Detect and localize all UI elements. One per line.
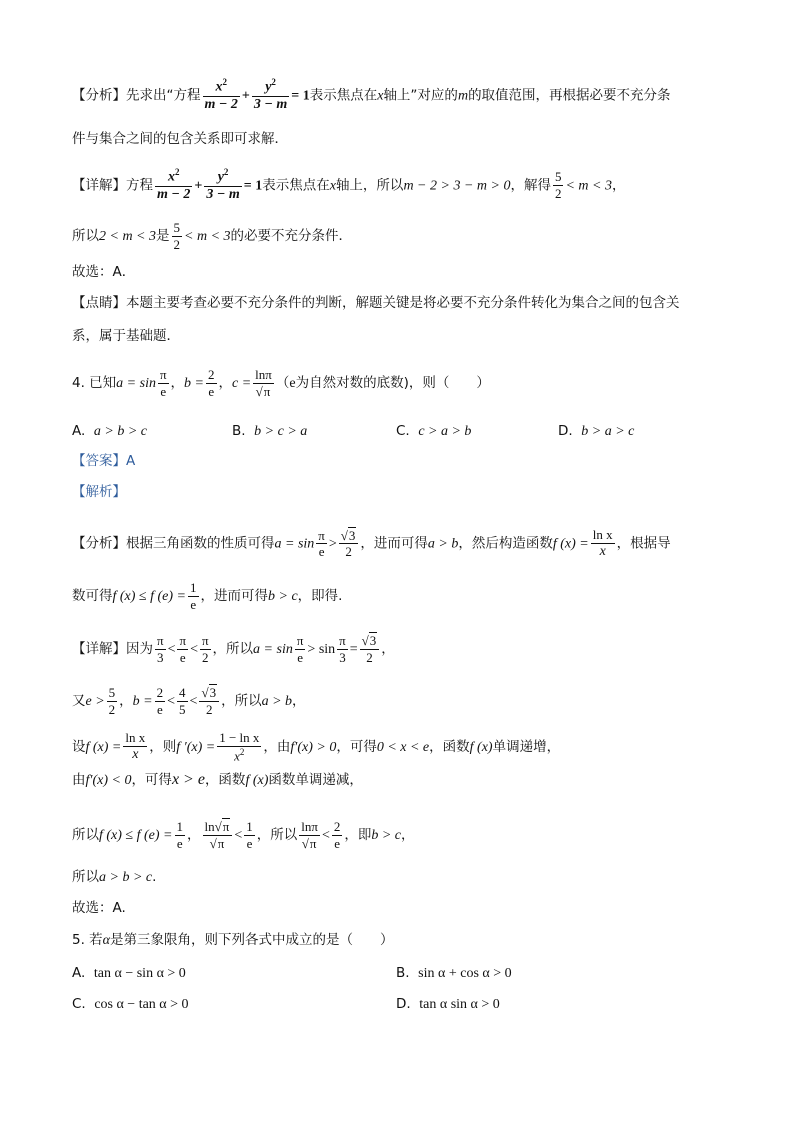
p4-jiexi: 【解析】 xyxy=(72,484,126,500)
fraction-pi-over-2: $\frac{\pi}{2}$ xyxy=(201,633,209,665)
p3-analysis-line2: 件与集合之间的包含关系即可求解． xyxy=(72,131,288,147)
p4-detail-line1: 【详解】因为 $\frac{\pi}{3}$ < $\frac{\pi}{e}$ < $\frac{\pi}{2}$ ，所以a = sin $\frac{\pi}{e}$ > sin $\frac{\pi}{3}$ = $\frac{√3}{2}$ ， xyxy=(72,633,395,665)
p4-option-b[interactable]: B. b > c > a xyxy=(232,423,308,439)
fraction-sqrt3-over-2: $\frac{√3}{2}$ xyxy=(199,686,219,716)
fraction-5-2: $\frac{5}{2}$ xyxy=(554,169,562,202)
p4-answer: 【答案】A xyxy=(72,453,136,469)
fraction-pi-over-3: $\frac{\pi}{3}$ xyxy=(339,633,346,665)
fraction-sqrt3-over-2: $\frac{√3}{2}$ xyxy=(339,529,359,559)
fraction-pi-over-e: $\frac{\pi}{e}$ xyxy=(179,633,187,665)
fraction-1-over-e: $\frac{1}{e}$ xyxy=(246,819,253,851)
fraction-lnx-over-x: $\frac{\text{ln x}}{x}$ xyxy=(125,730,146,762)
fraction-lnx-over-x: $\frac{\text{ln x}}{x}$ xyxy=(592,527,613,559)
p4-option-a[interactable]: A. a > b > c xyxy=(72,423,147,439)
p3-comment-line2: 系，属于基础题． xyxy=(72,328,180,344)
fraction-lnpi-over-sqrtpi: $\frac{\ln\pi}{√\pi}$ xyxy=(255,367,272,399)
fraction-2-over-e: $\frac{2}{e}$ xyxy=(333,819,341,851)
p4-option-c[interactable]: C. c > a > b xyxy=(396,423,472,439)
fraction-pi-over-3: $\frac{\pi}{3}$ xyxy=(157,633,164,665)
p4-choice: 故选：A. xyxy=(72,900,126,916)
fraction-5-2: $\frac{5}{2}$ xyxy=(173,220,181,252)
fraction-1-over-e: $\frac{1}{e}$ xyxy=(190,580,197,612)
p3-detail-line2: 所以2 < m < 3是 $\frac{5}{2}$ < m < 3的必要不充分条件． xyxy=(72,220,353,252)
fraction-x2-over-m-2: $\frac{x^2}{m - 2}$ xyxy=(157,167,191,203)
fraction-2-over-e: $\frac{2}{e}$ xyxy=(208,367,215,399)
p4-detail-line6: 所以a > b > c. xyxy=(72,869,157,885)
p4-detail-line2: 又e > $\frac{5}{2}$ ，b = $\frac{2}{e}$ < $\frac{4}{5}$ < $\frac{√3}{2}$ ，所以a > b， xyxy=(72,685,306,717)
fraction-y2-over-3-m: $\frac{y^2}{3 - m}$ xyxy=(206,167,240,203)
fraction-y2-over-3-m: $\frac{y^2}{3 - m}$ xyxy=(253,77,288,113)
fraction-1-minus-lnx-over-x2: $\frac{\text{1 − ln x}}{x^2}$ xyxy=(219,730,260,763)
fraction-4-over-5: $\frac{4}{5}$ xyxy=(179,685,186,717)
fraction-pi-over-e: $\frac{\pi}{e}$ xyxy=(159,367,167,399)
p5-option-d[interactable]: D. tan α sin α > 0 xyxy=(396,996,500,1012)
fraction-1-over-e: $\frac{1}{e}$ xyxy=(176,819,183,851)
fraction-x2-over-m-2: $\frac{x^2}{m - 2}$ xyxy=(204,77,238,113)
p5-stem: 5. 若α是第三象限角，则下列各式中成立的是（ ） xyxy=(72,932,394,948)
p4-detail-line5: 所以f (x) ≤ f (e) = $\frac{1}{e}$ ， $\frac{\ln√\pi}{√\pi}$ < $\frac{1}{e}$ ，所以 $\frac{\ln\pi}{√\pi}$ < $\frac{2}{e}$ ，即b > c， xyxy=(72,819,415,851)
fraction-2-over-e: $\frac{2}{e}$ xyxy=(156,685,164,717)
fraction-ln-sqrtpi-over-sqrtpi: $\frac{\ln√\pi}{√\pi}$ xyxy=(203,820,233,850)
p5-option-a[interactable]: A. tan α − sin α > 0 xyxy=(72,965,186,981)
fraction-5-over-2: $\frac{5}{2}$ xyxy=(108,685,116,717)
p3-analysis-line1: 【分析】先求出“方程 $\frac{x^2}{m - 2}$ + $\frac{y^2}{3 - m}$ = 1表示焦点在x轴上”对应的m的取值范围，再根据必要不充分条 xyxy=(72,77,671,113)
p5-option-b[interactable]: B. sin α + cos α > 0 xyxy=(396,965,512,981)
p3-choice: 故选：A． xyxy=(72,264,136,280)
fraction-lnpi-over-sqrtpi: $\frac{\ln\pi}{√\pi}$ xyxy=(301,819,318,851)
p4-option-d[interactable]: D. b > a > c xyxy=(558,423,635,439)
p4-analysis-line1: 【分析】根据三角函数的性质可得a = sin $\frac{\pi}{e}$ > $\frac{√3}{2}$ ，进而可得a > b，然后构造函数f (x) = $\frac{\text{ln x}}{x}$ ，根据导 xyxy=(72,527,671,560)
p5-option-c[interactable]: C. cos α − tan α > 0 xyxy=(72,996,189,1012)
fraction-pi-over-e: $\frac{\pi}{e}$ xyxy=(318,527,325,560)
p4-stem: 4. 已知a = sin $\frac{\pi}{e}$ ，b = $\frac{2}{e}$ ，c = $\frac{\ln\pi}{√\pi}$ （e为自然对数的底数)，则（ ） xyxy=(72,367,490,399)
fraction-pi-over-e: $\frac{\pi}{e}$ xyxy=(296,633,304,665)
p3-detail-line1: 【详解】方程 $\frac{x^2}{m - 2}$ + $\frac{y^2}{3 - m}$ = 1表示焦点在x轴上，所以m − 2 > 3 − m > 0，解得 $\frac{5}{2}$ < m < 3， xyxy=(72,167,626,203)
fraction-sqrt3-over-2: $\frac{√3}{2}$ xyxy=(360,634,380,664)
p4-detail-line3: 设f (x) = $\frac{\text{ln x}}{x}$ ，则f ′(x) = $\frac{\text{1 − ln x}}{x^2}$ ，由f′(x) > 0，可得0 < x < e，函数f (x)单调递增， xyxy=(72,730,561,763)
p3-comment-line1: 【点睛】本题主要考查必要不充分条件的判断，解题关键是将必要不充分条件转化为集合之间的包含关 xyxy=(72,295,680,311)
p4-analysis-line2: 数可得f (x) ≤ f (e) = $\frac{1}{e}$ ，进而可得b > c，即得. xyxy=(72,580,343,612)
p4-detail-line4: 由f′(x) < 0，可得x > e，函数f (x)函数单调递减， xyxy=(72,771,363,788)
